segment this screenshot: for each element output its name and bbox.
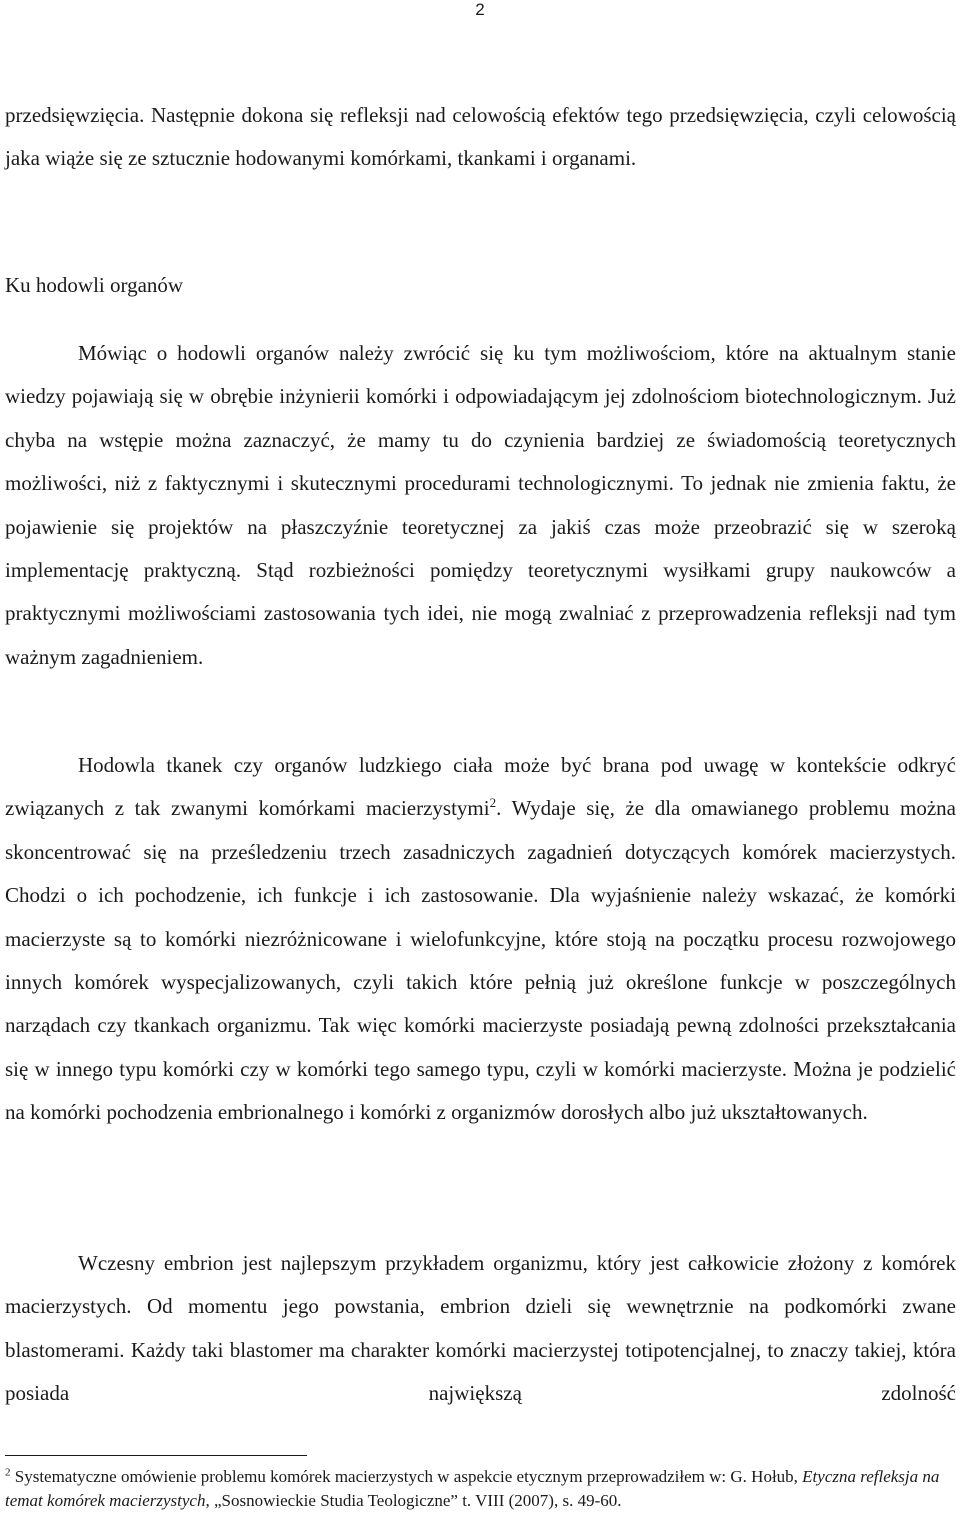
body-paragraph-1: Mówiąc o hodowli organów należy zwrócić się ku tym możliwościom, które na aktualnym stanie wiedzy pojawiają się w obrębie inżynierii komórki i odpowiadającym jej zdolnościom biotechnologicznym. Już chyba na wstępie można zaznaczyć, że mamy tu do czynienia bardziej ze świadomością teoretycznych możliwości, niż z faktycznymi i skutecznymi procedurami technologicznymi. To jednak nie zmienia faktu, że pojawienie się projektów na płaszczyźnie teoretycznej za jakiś czas może przeobrazić się w szeroką implementację praktyczną. Stąd rozbieżności pomiędzy teoretycznymi wysiłkami grupy naukowców a praktycznymi możliwościami zastosowania tych idei, nie mogą zwalniać z przeprowadzenia refleksji nad tym ważnym zagadnieniem. [5,341,956,669]
footnote-text-start: Systematyczne omówienie problemu komórek macierzystych w aspekcie etycznym przeprowadziłem w: G. Hołub, [10,1467,803,1486]
paragraph-2-text-start: Hodowla tkanek czy organów ludzkiego ciała może być brana pod uwagę w kontekście odkryć związanych z tak zwanymi komórkami macierzystymi [5,753,956,821]
footnote-reference[interactable]: 2 [489,795,497,811]
paragraph-2-text-end: . Wydaje się, że dla omawianego problemu można skoncentrować się na prześledzeniu trzech zasadniczych zagadnień dotyczących komórek macierzystych. Chodzi o ich pochodzenie, ich funkcje i ich zastosowanie. Dla wyjaśnienie należy wskazać, że komórki macierzyste są to komórki niezróżnicowane i wielofunkcyjne, które stoją na początku procesu rozwojowego innych komórek wyspecjalizowanych, czyli takich które pełnią już określone funkcje w poszczególnych narządach czy tkankach organizmu. Tak więc komórki macierzyste posiadają pewną zdolności przekształcania się w innego typu komórki czy w komórki tego samego typu, czyli w komórki macierzyste. Można je podzielić na komórki pochodzenia embrionalnego i komórki z organizmów dorosłych albo już ukształtowanych. [5,796,956,1125]
footnote-cited-title: Etyczna refleksja na temat komórek macierzystych [5,1467,940,1510]
intro-paragraph: przedsięwzięcia. Następnie dokona się refleksji nad celowością efektów tego przedsięwzięcia, czyli celowością jaka wiąże się ze sztucznie hodowanymi komórkami, tkankami i organami. [5,103,956,170]
footnote-number: 2 [5,1466,11,1479]
footnote-text-end: , „Sosnowieckie Studia Teologiczne” t. VIII (2007), s. 49-60. [205,1491,622,1510]
footnote [5,1465,956,1513]
body-paragraph-2 [5,744,956,1135]
page-number: 2 [475,0,485,19]
section-heading: Ku hodowli organów [5,273,184,297]
body-paragraph-3: Wczesny embrion jest najlepszym przykładem organizmu, który jest całkowicie złożony z komórek macierzystych. Od momentu jego powstania, embrion dzieli się wewnętrznie na podkomórki zwane blastomerami. Każdy taki blastomer ma charakter komórki macierzystej totipotencjalnej, to znaczy takiej, która posiada największą zdolność [5,1251,956,1406]
footnote-separator [5,1455,307,1456]
